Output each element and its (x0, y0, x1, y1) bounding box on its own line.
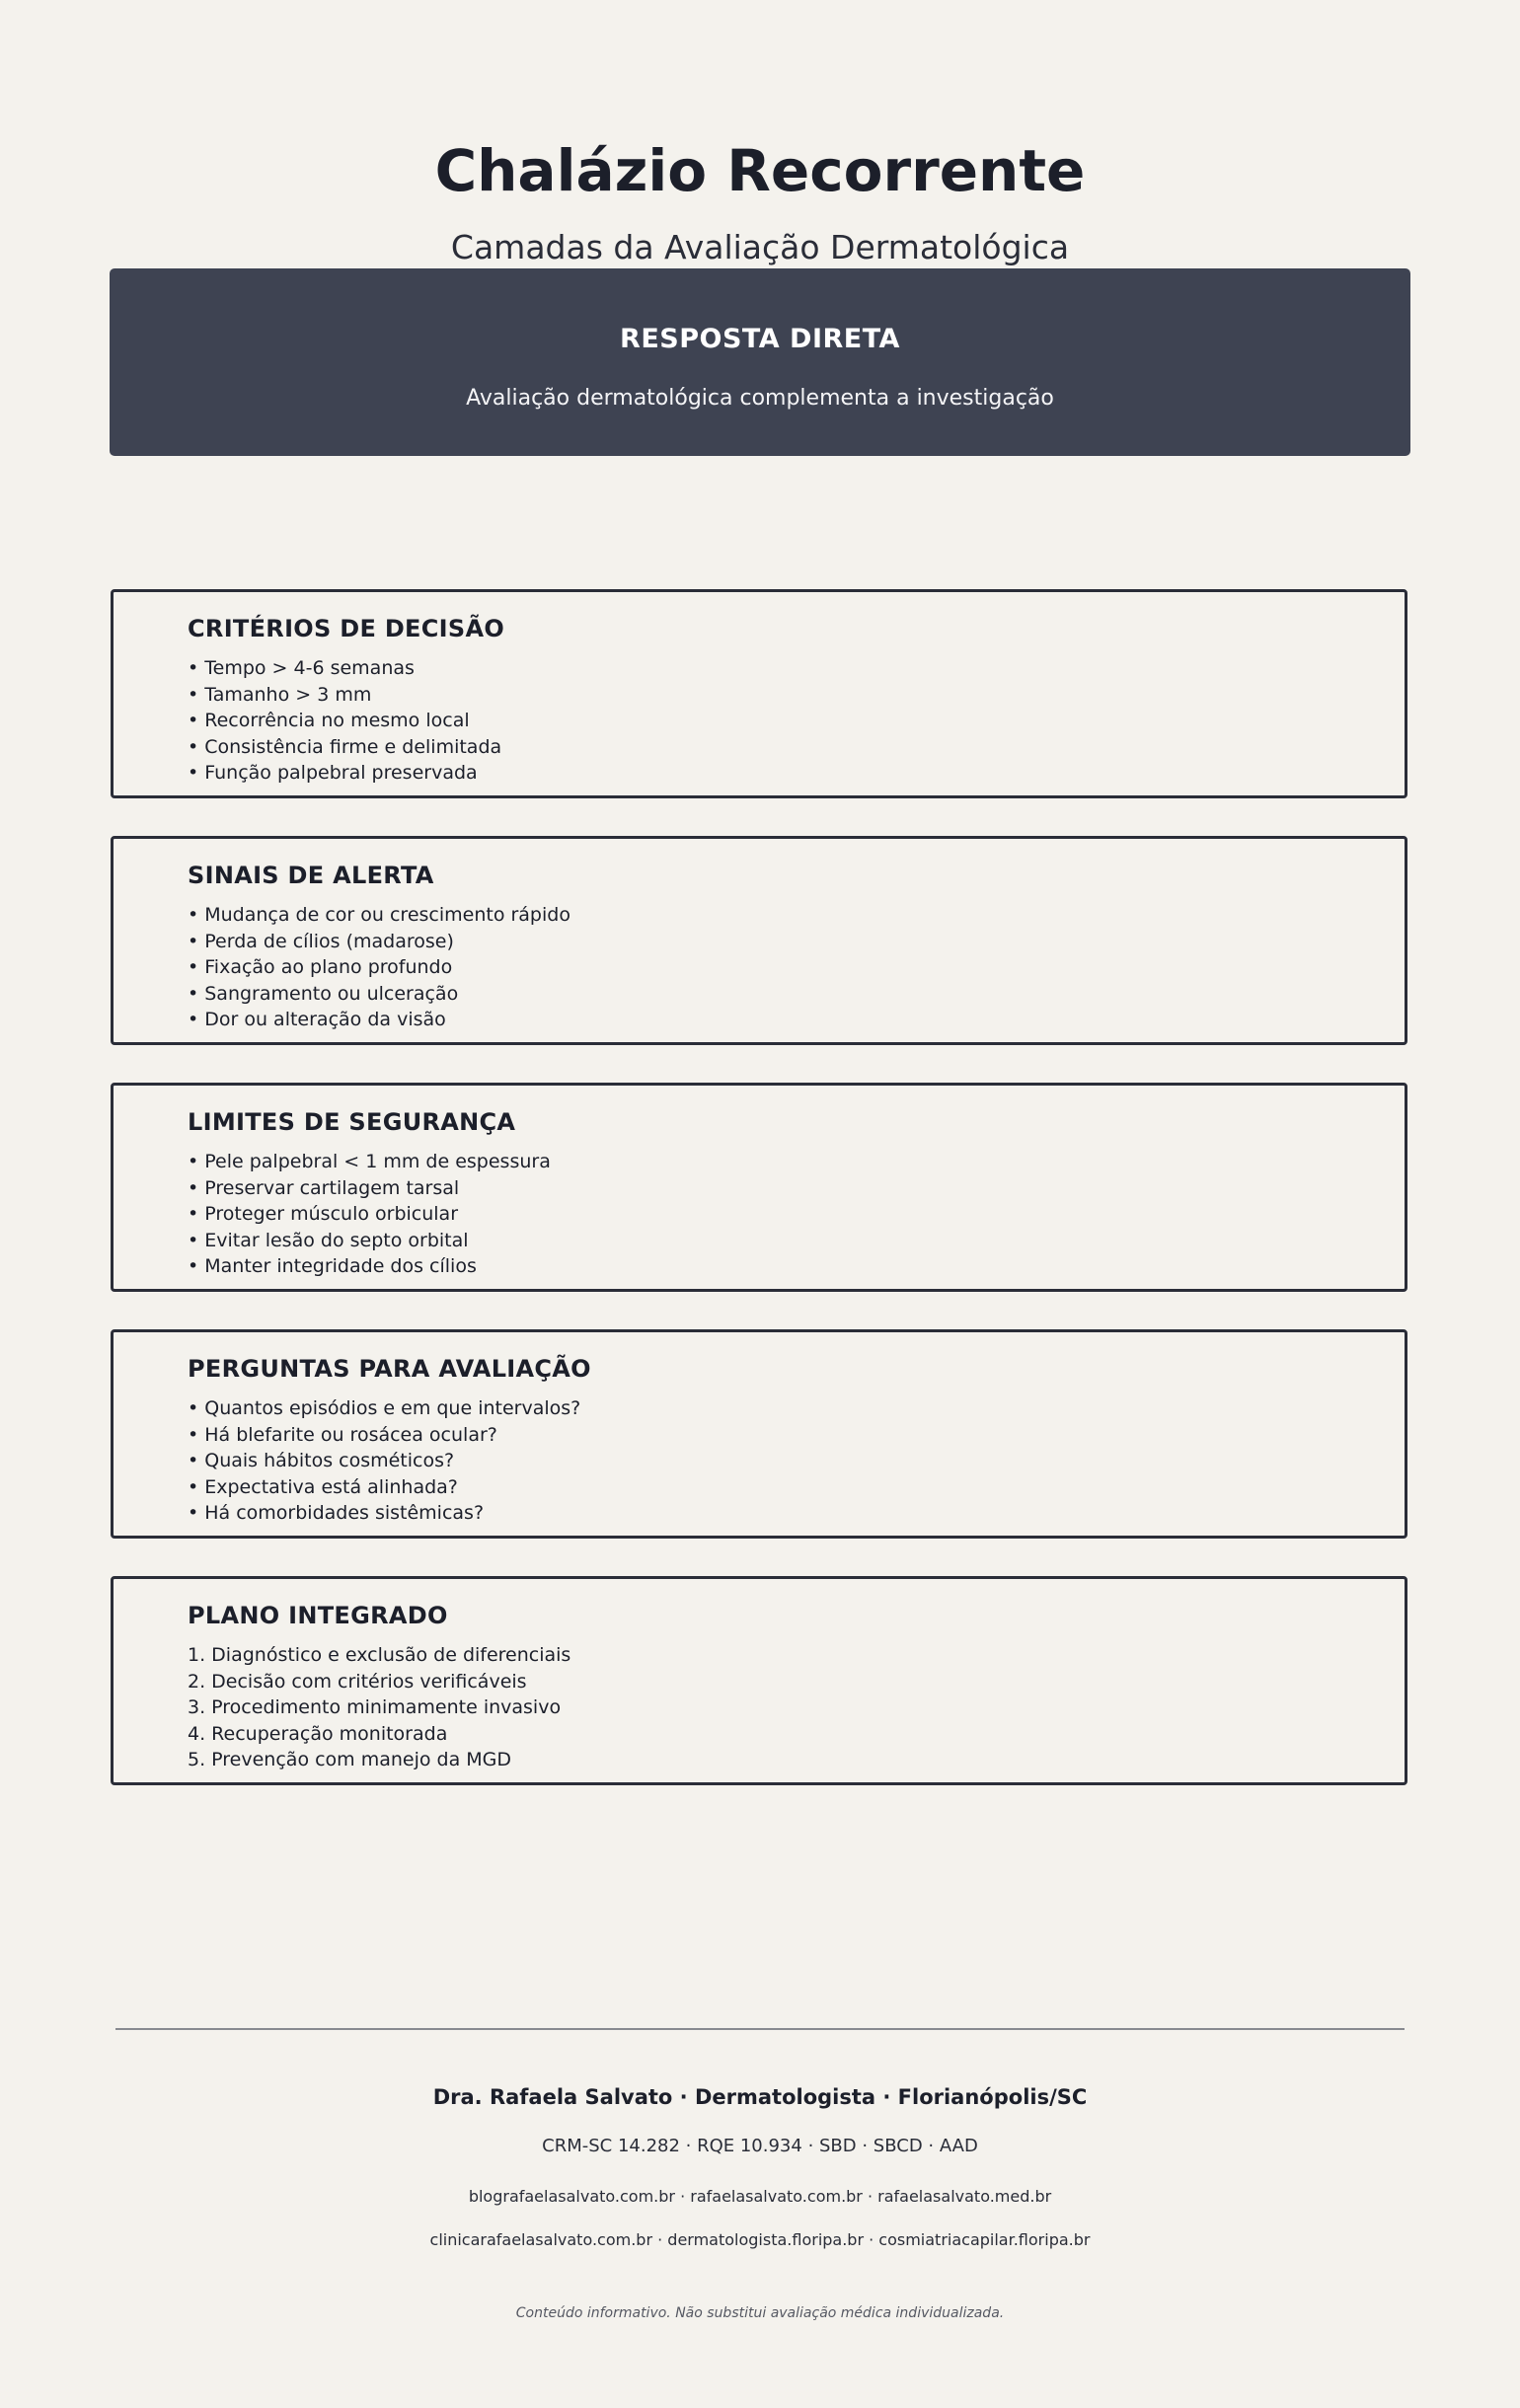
card-safety-limits (111, 1083, 1407, 1292)
list-item: • Tempo > 4-6 semanas (188, 657, 415, 679)
card-list (188, 902, 570, 1033)
card-list (188, 655, 501, 787)
footer-divider (115, 2028, 1405, 2030)
list-item: • Há comorbidades sistêmicas? (188, 1502, 485, 1524)
card-evaluation-questions (111, 1329, 1407, 1539)
card-integrated-plan (111, 1576, 1407, 1785)
footer-websites-line-2: clinicarafaelasalvato.com.br · dermatologista.floripa.br · cosmiatriacapilar.floripa.br (429, 2230, 1091, 2249)
list-item: • Perda de cílios (madarose) (188, 930, 454, 952)
list-item: • Fixação ao plano profundo (188, 956, 453, 978)
list-item: • Sangramento ou ulceração (188, 982, 459, 1005)
list-item: 1. Diagnóstico e exclusão de diferenciais (188, 1644, 571, 1666)
direct-answer-banner (110, 268, 1410, 456)
card-warning-signs (111, 836, 1407, 1045)
list-item: • Recorrência no mesmo local (188, 710, 470, 731)
list-item: • Proteger músculo orbicular (188, 1203, 459, 1225)
list-item: 3. Procedimento minimamente invasivo (188, 1696, 562, 1718)
list-item: • Há blefarite ou rosácea ocular? (188, 1423, 497, 1446)
card-title: LIMITES DE SEGURANÇA (188, 1108, 516, 1136)
footer-author: Dra. Rafaela Salvato · Dermatologista · Florianópolis/SC (432, 2085, 1088, 2109)
banner-text: Avaliação dermatológica complementa a investigação (466, 386, 1054, 411)
footer-disclaimer: Conteúdo informativo. Não substitui avaliação médica individualizada. (515, 2305, 1005, 2321)
list-item: • Manter integridade dos cílios (188, 1255, 477, 1277)
page-subtitle: Camadas da Avaliação Dermatológica (450, 228, 1070, 266)
card-title: CRITÉRIOS DE DECISÃO (188, 615, 505, 642)
list-item: • Função palpebral preservada (188, 762, 478, 784)
list-item: 4. Recuperação monitorada (188, 1722, 448, 1745)
list-item: 2. Decisão com critérios verificáveis (188, 1670, 527, 1693)
list-item: • Mudança de cor ou crescimento rápido (188, 904, 570, 926)
card-list (188, 1642, 570, 1773)
list-item: • Tamanho > 3 mm (188, 683, 372, 706)
list-item: • Evitar lesão do septo orbital (188, 1229, 469, 1251)
list-item: • Expectativa está alinhada? (188, 1475, 458, 1498)
card-title: PERGUNTAS PARA AVALIAÇÃO (188, 1355, 591, 1383)
card-list (188, 1149, 551, 1280)
card-list (188, 1395, 580, 1527)
card-decision-criteria (111, 589, 1407, 798)
list-item: • Consistência firme e delimitada (188, 735, 502, 758)
footer-credentials: CRM-SC 14.282 · RQE 10.934 · SBD · SBCD · AAD (542, 2136, 978, 2156)
list-item: • Pele palpebral < 1 mm de espessura (188, 1151, 551, 1172)
list-item: 5. Prevenção com manejo da MGD (188, 1749, 512, 1770)
card-title: SINAIS DE ALERTA (188, 862, 434, 889)
page-title: Chalázio Recorrente (434, 137, 1086, 204)
card-title: PLANO INTEGRADO (188, 1602, 448, 1629)
list-item: • Quais hábitos cosméticos? (188, 1450, 455, 1471)
list-item: • Quantos episódios e em que intervalos? (188, 1397, 581, 1419)
footer-websites-line-1: blografaelasalvato.com.br · rafaelasalvato.com.br · rafaelasalvato.med.br (468, 2187, 1052, 2206)
banner-title: RESPOSTA DIRETA (620, 324, 900, 354)
list-item: • Dor ou alteração da visão (188, 1009, 446, 1030)
list-item: • Preservar cartilagem tarsal (188, 1176, 460, 1199)
